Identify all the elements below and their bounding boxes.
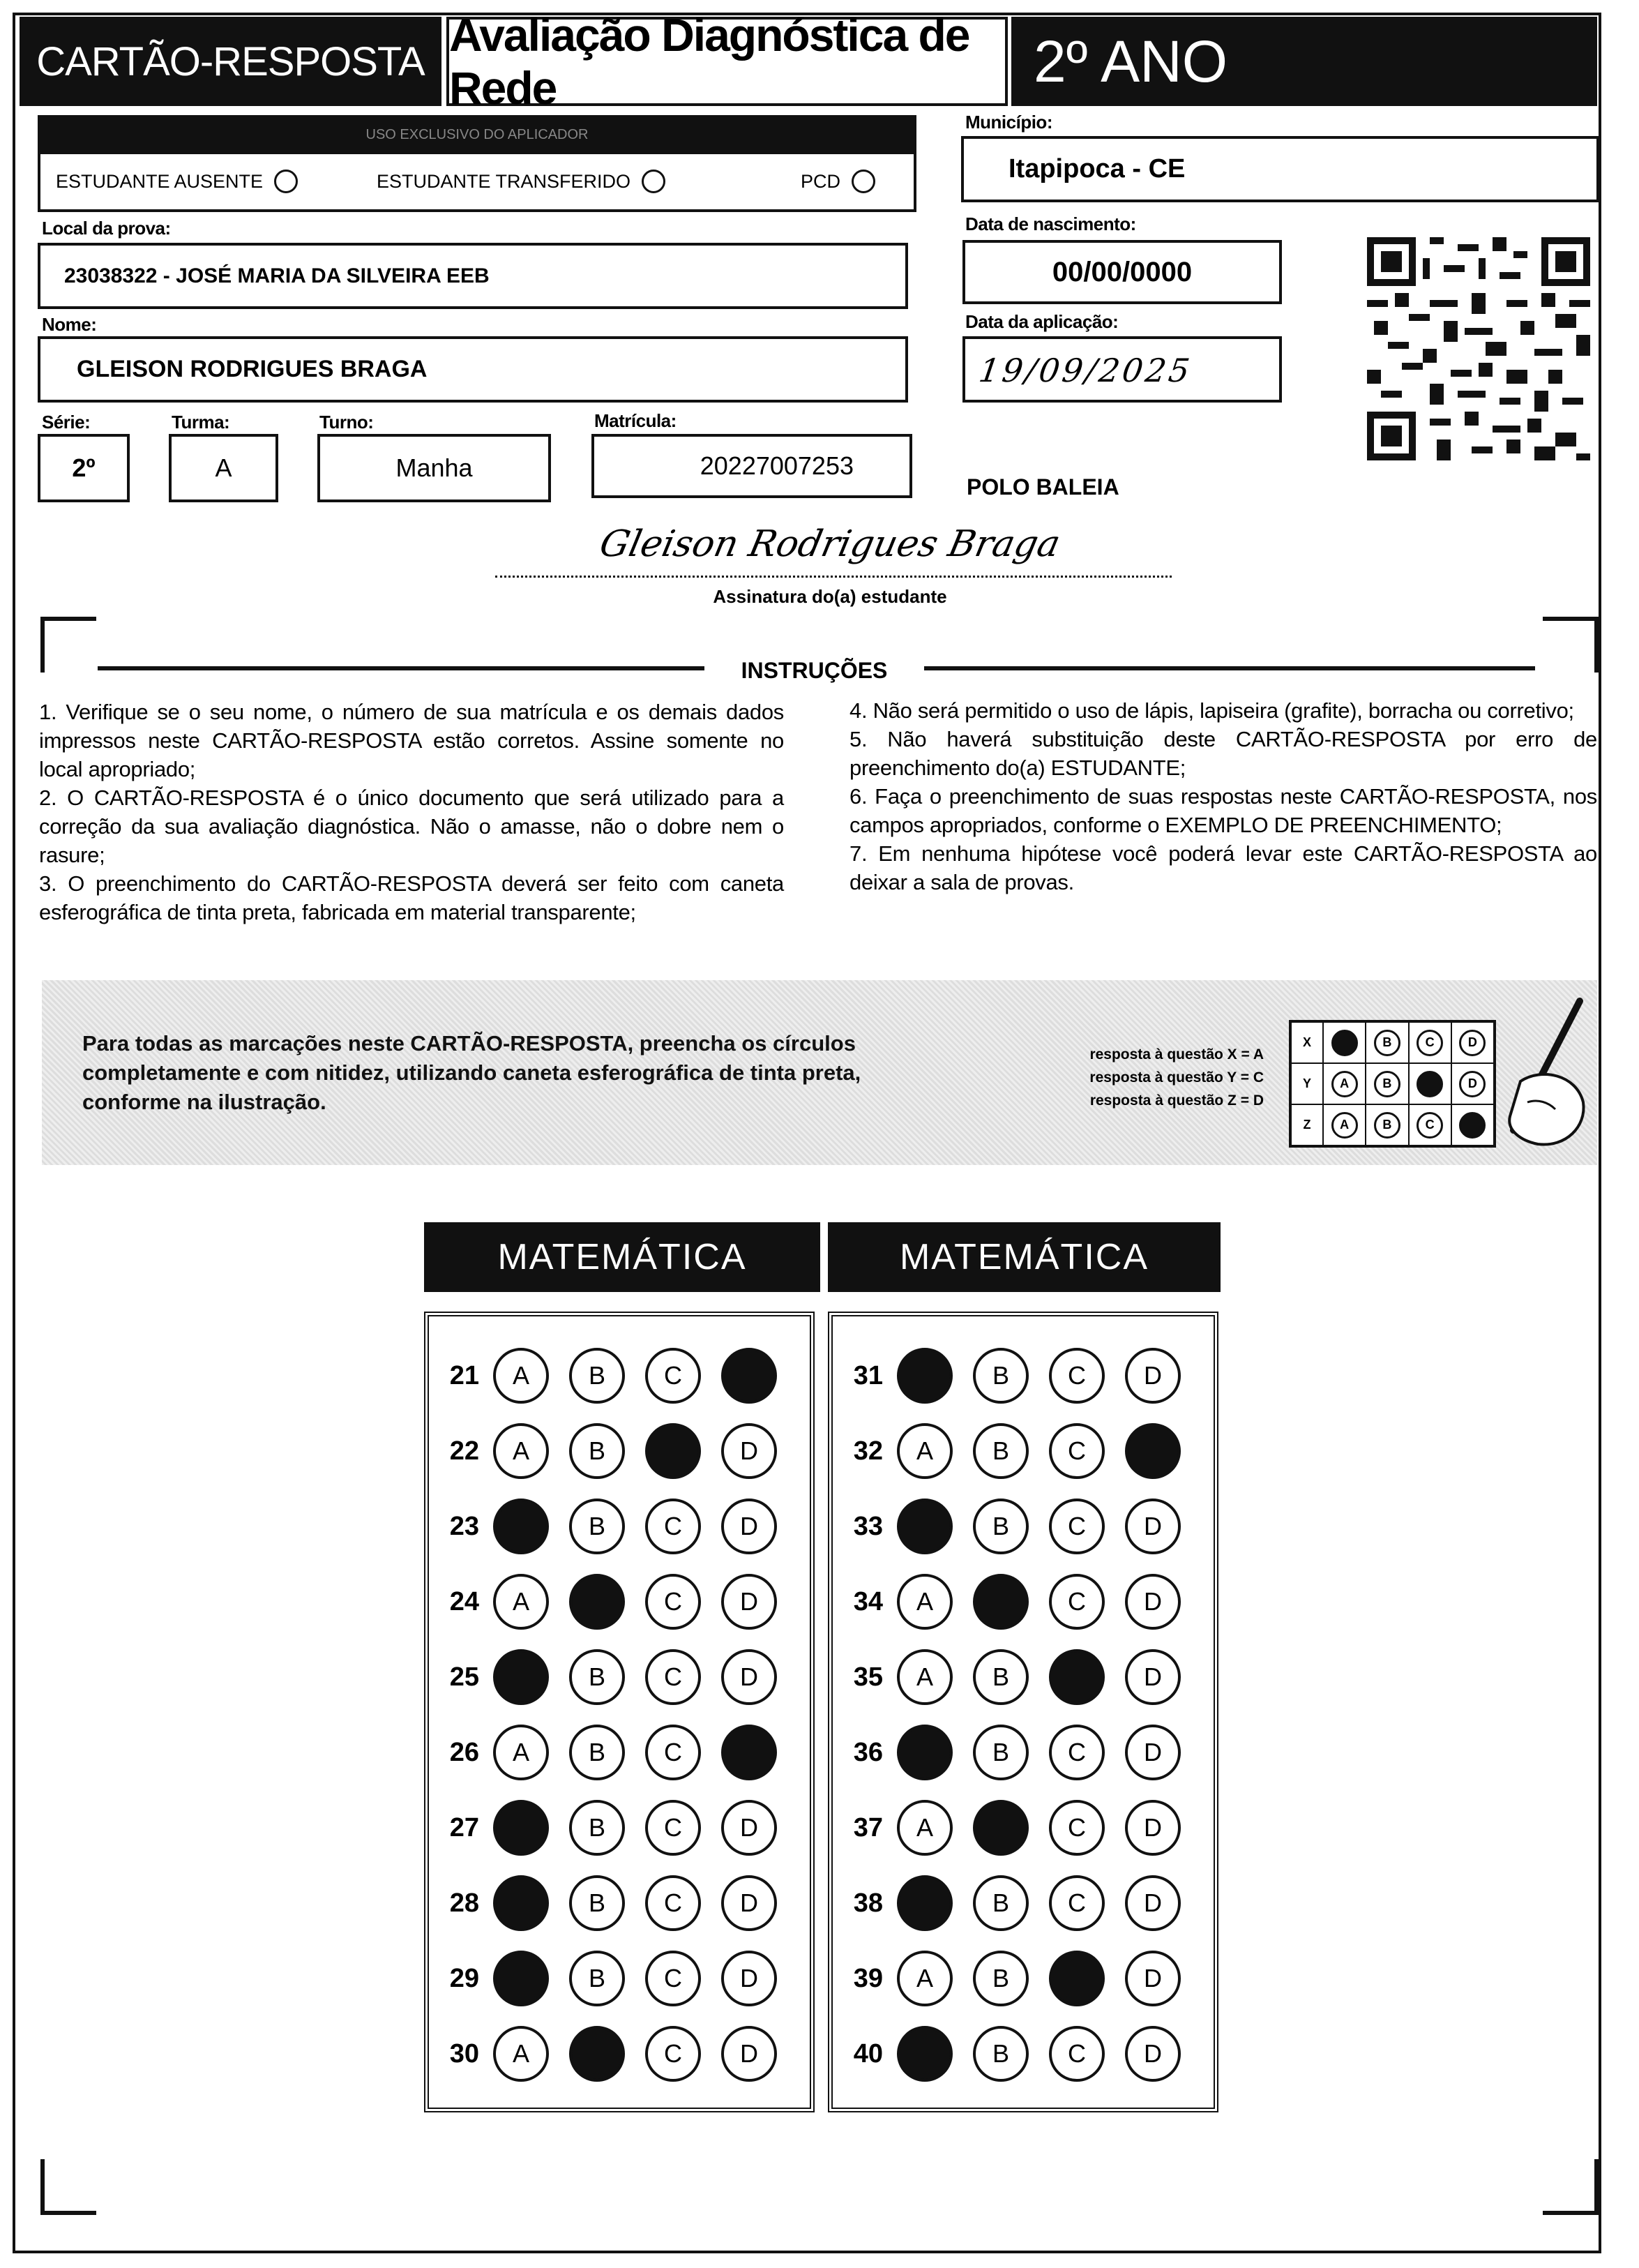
pcd-label: PCD <box>801 170 841 192</box>
answer-bubble-c[interactable]: C <box>1049 1348 1105 1404</box>
question-row <box>429 1499 777 1554</box>
answer-bubble-c[interactable]: C <box>1049 1875 1105 1931</box>
answer-bubble-b[interactable]: B <box>973 1951 1029 2006</box>
matricula-field: 20227007253 <box>591 434 912 498</box>
answer-bubble-d[interactable]: D <box>1125 1348 1181 1404</box>
answer-bubble-d[interactable]: D <box>721 1800 777 1856</box>
answer-bubble-c[interactable] <box>1049 1951 1105 2006</box>
answer-bubble-b[interactable]: B <box>569 1875 625 1931</box>
question-row <box>833 1348 1181 1404</box>
corner-mark <box>1543 617 1599 673</box>
answer-bubble-d[interactable]: D <box>1125 1875 1181 1931</box>
absent-bubble[interactable] <box>274 170 298 193</box>
answer-bubble-b[interactable] <box>569 1574 625 1630</box>
answer-bubble-c[interactable]: C <box>645 2026 701 2082</box>
answer-bubble-d[interactable]: D <box>721 1574 777 1630</box>
answer-bubble-b[interactable]: B <box>569 1800 625 1856</box>
qr-code <box>1367 237 1590 460</box>
municipio-field: Itapipoca - CE <box>961 136 1599 202</box>
answer-bubble-a[interactable]: A <box>493 1423 549 1479</box>
answer-bubble-c[interactable]: C <box>645 1649 701 1705</box>
example-bubble: B <box>1374 1112 1400 1139</box>
question-row <box>429 1951 777 2006</box>
question-row <box>833 2026 1181 2082</box>
signature-caption: Assinatura do(a) estudante <box>713 586 947 607</box>
instruction-3: 3. O preenchimento do CARTÃO-RESPOSTA deverá ser feito com caneta esferográfica de tinta preta, fabricada em material transparente; <box>39 871 784 924</box>
answer-bubble-c[interactable]: C <box>645 1951 701 2006</box>
answer-bubble-d[interactable]: D <box>721 2026 777 2082</box>
example-cell <box>1409 1104 1451 1146</box>
nascimento-label: Data de nascimento: <box>965 213 1136 234</box>
question-number: 33 <box>853 1511 883 1541</box>
polo-text: POLO BALEIA <box>967 474 1119 500</box>
example-bubble: B <box>1374 1071 1400 1097</box>
answer-bubble-a[interactable]: A <box>897 1423 953 1479</box>
example-cell <box>1409 1063 1451 1104</box>
answer-bubble-a[interactable] <box>897 1875 953 1931</box>
example-bubble: A <box>1331 1112 1358 1139</box>
answer-bubble-d[interactable] <box>721 1348 777 1404</box>
example-cell <box>1451 1063 1494 1104</box>
answer-bubble-d[interactable]: D <box>1125 2026 1181 2082</box>
answer-bubble-b[interactable]: B <box>973 1348 1029 1404</box>
answer-bubble-a[interactable]: A <box>493 1574 549 1630</box>
instruction-2: 2. O CARTÃO-RESPOSTA é o único documento que será utilizado para a correção da sua avaliação diagnóstica. Não o amasse, não o dobre nem o rasure; <box>39 786 784 867</box>
question-row <box>429 1800 777 1856</box>
question-number: 23 <box>449 1511 479 1541</box>
question-row <box>833 1800 1181 1856</box>
turma-field: A <box>169 434 278 502</box>
question-number: 26 <box>449 1737 479 1767</box>
example-bubble <box>1459 1112 1486 1139</box>
signature-line <box>495 576 1172 578</box>
answer-bubble-b[interactable]: B <box>569 1423 625 1479</box>
example-bubble: B <box>1374 1030 1400 1056</box>
answer-bubble-c[interactable]: C <box>645 1725 701 1780</box>
answer-bubble-a[interactable]: A <box>897 1951 953 2006</box>
serie-field: 2º <box>38 434 130 502</box>
example-legend-x: resposta à questão X = A <box>1089 1046 1264 1062</box>
turma-label: Turma: <box>172 412 230 433</box>
answer-panel <box>828 1312 1218 2112</box>
example-cell <box>1451 1104 1494 1146</box>
example-bubble: D <box>1459 1030 1486 1056</box>
question-row <box>429 1423 777 1479</box>
answer-bubble-a[interactable]: A <box>897 1649 953 1705</box>
question-number: 35 <box>853 1662 883 1692</box>
corner-mark <box>1543 2159 1599 2215</box>
local-label: Local da prova: <box>42 218 171 239</box>
question-number: 28 <box>449 1888 479 1918</box>
absent-option[interactable] <box>56 170 298 193</box>
question-row <box>429 1649 777 1705</box>
grade-title: 2º ANO <box>1011 17 1597 106</box>
answer-bubble-a[interactable] <box>897 1348 953 1404</box>
subject-header: MATEMÁTICA <box>828 1222 1221 1292</box>
answer-bubble-b[interactable] <box>569 2026 625 2082</box>
example-cell <box>1323 1022 1366 1063</box>
example-cell <box>1366 1104 1408 1146</box>
answer-bubble-a[interactable]: A <box>897 1800 953 1856</box>
serie-label: Série: <box>42 412 91 433</box>
example-question-label: Z <box>1291 1104 1323 1146</box>
transferred-option[interactable] <box>377 170 665 193</box>
hand-pen-icon <box>1500 998 1590 1151</box>
aplicacao-handwritten: 19/09/2025 <box>976 352 1195 389</box>
instructions-rule-right <box>924 666 1535 670</box>
question-number: 39 <box>853 1963 883 1993</box>
answer-bubble-c[interactable]: C <box>645 1875 701 1931</box>
question-row <box>429 2026 777 2082</box>
answer-bubble-c[interactable]: C <box>1049 2026 1105 2082</box>
question-row <box>429 1574 777 1630</box>
question-number: 40 <box>853 2038 883 2068</box>
answer-bubble-c[interactable]: C <box>645 1800 701 1856</box>
answer-bubble-a[interactable] <box>493 1499 549 1554</box>
answer-bubble-a[interactable]: A <box>493 2026 549 2082</box>
answer-bubble-b[interactable]: B <box>973 2026 1029 2082</box>
example-legend-z: resposta à questão Z = D <box>1089 1092 1264 1109</box>
question-number: 37 <box>853 1812 883 1842</box>
turno-label: Turno: <box>319 412 374 433</box>
answer-bubble-c[interactable]: C <box>1049 1725 1105 1780</box>
matricula-label: Matrícula: <box>594 410 677 431</box>
question-row <box>429 1725 777 1780</box>
answer-bubble-b[interactable]: B <box>569 1951 625 2006</box>
instruction-1: 1. Verifique se o seu nome, o número de sua matrícula e os demais dados impressos neste CARTÃO-RESPOSTA estão corretos. Assine somente no local apropriado; <box>39 700 784 781</box>
answer-bubble-a[interactable] <box>897 1725 953 1780</box>
example-cell <box>1451 1022 1494 1063</box>
instructions-title: INSTRUÇÕES <box>741 658 888 683</box>
example-legend <box>1034 1043 1264 1112</box>
aplicacao-label: Data da aplicação: <box>965 311 1119 332</box>
applicator-bar: USO EXCLUSIVO DO APLICADOR <box>38 115 916 154</box>
pcd-option[interactable] <box>801 170 875 193</box>
answer-bubble-d[interactable]: D <box>721 1649 777 1705</box>
corner-mark <box>40 2159 96 2215</box>
answer-bubble-d[interactable] <box>1125 1423 1181 1479</box>
answer-bubble-a[interactable] <box>897 2026 953 2082</box>
answer-bubble-d[interactable]: D <box>1125 1951 1181 2006</box>
question-row <box>833 1574 1181 1630</box>
question-number: 36 <box>853 1737 883 1767</box>
question-row <box>833 1875 1181 1931</box>
question-number: 29 <box>449 1963 479 1993</box>
pcd-bubble[interactable] <box>852 170 875 193</box>
example-cell <box>1323 1104 1366 1146</box>
example-bubble: D <box>1459 1071 1486 1097</box>
answer-bubble-c[interactable]: C <box>1049 1800 1105 1856</box>
answer-bubble-b[interactable]: B <box>973 1725 1029 1780</box>
answer-bubble-b[interactable]: B <box>569 1348 625 1404</box>
question-row <box>833 1423 1181 1479</box>
signature-handwritten: Gleison Rodrigues Braga <box>596 523 1064 565</box>
answer-bubble-c[interactable]: C <box>645 1574 701 1630</box>
municipio-label: Município: <box>965 112 1052 133</box>
answer-bubble-d[interactable]: D <box>1125 1800 1181 1856</box>
answer-bubble-d[interactable] <box>721 1725 777 1780</box>
question-number: 22 <box>449 1436 479 1466</box>
answer-bubble-c[interactable]: C <box>645 1499 701 1554</box>
corner-mark <box>40 617 96 673</box>
question-number: 31 <box>853 1360 883 1390</box>
answer-bubble-b[interactable]: B <box>569 1499 625 1554</box>
answer-bubble-b[interactable]: B <box>569 1725 625 1780</box>
instruction-4: 4. Não será permitido o uso de lápis, lapiseira (grafite), borracha ou corretivo; <box>849 698 1574 723</box>
transferred-bubble[interactable] <box>642 170 665 193</box>
example-bubble <box>1331 1030 1358 1056</box>
answer-bubble-c[interactable] <box>1049 1649 1105 1705</box>
answer-bubble-b[interactable] <box>973 1574 1029 1630</box>
instruction-5: 5. Não haverá substituição deste CARTÃO-RESPOSTA por erro de preenchimento do(a) ESTUDANTE; <box>849 727 1597 780</box>
aplicacao-field[interactable] <box>962 336 1282 403</box>
answer-bubble-c[interactable]: C <box>1049 1574 1105 1630</box>
answer-bubble-d[interactable]: D <box>1125 1725 1181 1780</box>
answer-bubble-d[interactable]: D <box>721 1875 777 1931</box>
question-number: 30 <box>449 2038 479 2068</box>
question-number: 32 <box>853 1436 883 1466</box>
instruction-6: 6. Faça o preenchimento de suas respostas neste CARTÃO-RESPOSTA, nos campos apropriados, conforme o EXEMPLO DE PREENCHIMENTO; <box>849 784 1597 837</box>
answer-bubble-b[interactable]: B <box>973 1499 1029 1554</box>
example-cell <box>1366 1022 1408 1063</box>
question-number: 34 <box>853 1586 883 1616</box>
answer-bubble-a[interactable] <box>493 1875 549 1931</box>
answer-bubble-d[interactable]: D <box>721 1951 777 2006</box>
exam-title: Avaliação Diagnóstica de Rede <box>446 17 1008 106</box>
answer-bubble-d[interactable]: D <box>721 1499 777 1554</box>
example-bubble: A <box>1331 1071 1358 1097</box>
question-row <box>429 1875 777 1931</box>
example-cell <box>1366 1063 1408 1104</box>
example-grid <box>1289 1020 1496 1148</box>
question-number: 25 <box>449 1662 479 1692</box>
answer-bubble-a[interactable] <box>493 1951 549 2006</box>
name-field: GLEISON RODRIGUES BRAGA <box>38 336 908 403</box>
question-number: 38 <box>853 1888 883 1918</box>
example-cell <box>1409 1022 1451 1063</box>
question-row <box>833 1499 1181 1554</box>
answer-bubble-a[interactable]: A <box>493 1725 549 1780</box>
answer-bubble-d[interactable]: D <box>1125 1499 1181 1554</box>
question-row <box>429 1348 777 1404</box>
example-cell <box>1323 1063 1366 1104</box>
example-question-label: X <box>1291 1022 1323 1063</box>
instruction-7: 7. Em nenhuma hipótese você poderá levar este CARTÃO-RESPOSTA ao deixar a sala de provas. <box>849 841 1597 894</box>
question-number: 24 <box>449 1586 479 1616</box>
answer-bubble-c[interactable] <box>645 1423 701 1479</box>
example-bubble: C <box>1417 1112 1443 1139</box>
answer-bubble-a[interactable] <box>897 1499 953 1554</box>
answer-bubble-c[interactable]: C <box>1049 1499 1105 1554</box>
example-question-label: Y <box>1291 1063 1323 1104</box>
answer-bubble-b[interactable]: B <box>973 1423 1029 1479</box>
example-text: Para todas as marcações neste CARTÃO-RESPOSTA, preencha os círculos completamente e com nitidez, utilizando caneta esferográfica de tinta preta, conforme na ilustração. <box>82 1031 861 1114</box>
answer-bubble-d[interactable]: D <box>721 1423 777 1479</box>
answer-bubble-d[interactable]: D <box>1125 1649 1181 1705</box>
answer-panel <box>424 1312 815 2112</box>
transferred-label: ESTUDANTE TRANSFERIDO <box>377 170 631 192</box>
local-field: 23038322 - JOSÉ MARIA DA SILVEIRA EEB <box>38 243 908 309</box>
answer-bubble-a[interactable]: A <box>897 1574 953 1630</box>
question-row <box>833 1649 1181 1705</box>
answer-bubble-b[interactable]: B <box>973 1875 1029 1931</box>
answer-bubble-c[interactable]: C <box>645 1348 701 1404</box>
question-row <box>833 1951 1181 2006</box>
instructions-left <box>39 698 784 926</box>
answer-bubble-b[interactable]: B <box>973 1649 1029 1705</box>
question-row <box>833 1725 1181 1780</box>
answer-bubble-b[interactable]: B <box>569 1649 625 1705</box>
applicator-flags <box>38 152 916 212</box>
example-bubble <box>1417 1071 1443 1097</box>
instructions-right <box>849 696 1597 896</box>
answer-bubble-a[interactable] <box>493 1649 549 1705</box>
subject-header: MATEMÁTICA <box>424 1222 820 1292</box>
absent-label: ESTUDANTE AUSENTE <box>56 170 264 192</box>
answer-bubble-a[interactable] <box>493 1800 549 1856</box>
card-title: CARTÃO-RESPOSTA <box>20 17 441 106</box>
answer-bubble-d[interactable]: D <box>1125 1574 1181 1630</box>
answer-bubble-a[interactable]: A <box>493 1348 549 1404</box>
question-number: 21 <box>449 1360 479 1390</box>
nascimento-field: 00/00/0000 <box>962 240 1282 304</box>
answer-bubble-b[interactable] <box>973 1800 1029 1856</box>
instructions-rule-left <box>98 666 704 670</box>
example-legend-y: resposta à questão Y = C <box>1089 1069 1264 1086</box>
question-number: 27 <box>449 1812 479 1842</box>
name-label: Nome: <box>42 314 97 335</box>
example-bubble: C <box>1417 1030 1443 1056</box>
answer-bubble-c[interactable]: C <box>1049 1423 1105 1479</box>
turno-field: Manha <box>317 434 551 502</box>
